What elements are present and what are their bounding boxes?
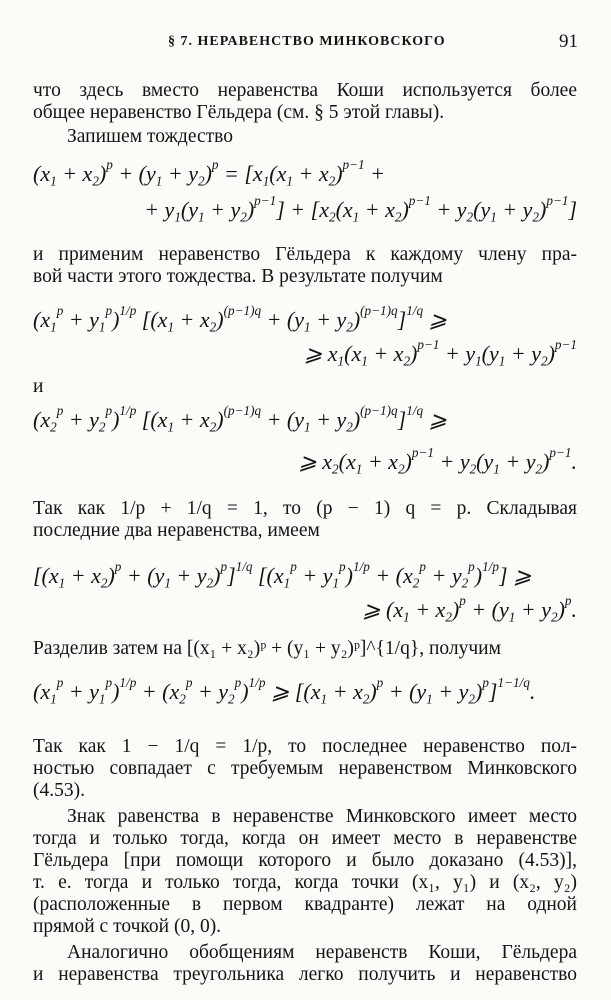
text-line: Разделив затем на [(x₁ + x₂)ᵖ + (y₁ + y₂)ᵖ]^{1/q}, получим <box>33 638 501 659</box>
text-line: Так как 1/p + 1/q = 1, то (p − 1) q = p. Складывая <box>33 498 577 519</box>
equation-identity-line1: $(x_1 + x_2)^p + (y_1 + y_2)^p = [x_1(x_1 + x_2)^{p-1}$ + <box>33 157 385 189</box>
text-line: и неравенства треугольника легко получить и неравенство <box>33 964 577 985</box>
page-number: 91 <box>559 31 578 52</box>
equation-result: $(x_1^p + y_1^p)^{1/p} + (x_2^p + y_2^p)^{1/p}$ ⩾ $[(x_1 + x_2)^p + (y_1 + y_2)^p]^{1-1/q}$. <box>33 675 536 707</box>
running-header: § 7. НЕРАВЕНСТВО МИНКОВСКОГО <box>168 34 446 49</box>
text-line: и применим неравенство Гёльдера к каждому члену пра- <box>33 244 577 265</box>
text-line: Аналогично обобщениям неравенств Коши, Гёльдера <box>67 942 577 963</box>
equation-holder2-line1: $(x_2^p + y_2^p)^{1/p}$ $[(x_1 + x_2)^{(p-1)q} + (y_1 + y_2)^{(p-1)q}]^{1/q}$ ⩾ <box>33 403 447 435</box>
text-line: (расположенные в первом квадранте) лежат на одной <box>33 894 577 915</box>
text-line: Гёльдера [при помощи которого и было доказано (4.53)], <box>33 850 577 871</box>
equation-sum-line1: $[(x_1 + x_2)^p + (y_1 + y_2)^p]^{1/q}$ $[(x_1^p + y_1^p)^{1/p} + (x_2^p + y_2^p)^{1/p}]$ ⩾ <box>33 559 532 591</box>
equation-holder1-line2: ⩾ $x_1(x_1 + x_2)^{p-1} + y_1(y_1 + y_2)^{p-1}$ <box>303 337 577 369</box>
text-line: последние два неравенства, имеем <box>33 520 320 541</box>
equation-holder1-line1: $(x_1^p + y_1^p)^{1/p}$ $[(x_1 + x_2)^{(p-1)q} + (y_1 + y_2)^{(p-1)q}]^{1/q}$ ⩾ <box>33 303 447 335</box>
text-word: и <box>33 376 44 397</box>
text-line: Так как 1 − 1/q = 1/p, то последнее неравенство пол- <box>33 736 577 757</box>
equation-sum-line2: ⩾ $(x_1 + x_2)^p + (y_1 + y_2)^p$. <box>362 593 577 625</box>
text-line: Знак равенства в неравенстве Минковского имеет место <box>67 806 577 827</box>
text-line: ностью совпадает с требуемым неравенством Минковского <box>33 758 577 779</box>
equation-identity-line2: + $y_1(y_1 + y_2)^{p-1}] + [x_2(x_1 + x_2)^{p-1} + y_2(y_1 + y_2)^{p-1}]$ <box>144 193 577 225</box>
text-line: т. е. тогда и только тогда, когда точки (x₁, y₁) и (x₂, y₂) <box>33 872 577 893</box>
text-line: что здесь вместо неравенства Коши используется более <box>33 80 577 101</box>
text-line: Запишем тождество <box>67 126 233 147</box>
text-line: вой части этого тождества. В результате получим <box>33 266 443 287</box>
text-line: общее неравенство Гёльдера (см. § 5 этой главы). <box>33 102 445 123</box>
text-line: прямой с точкой (0, 0). <box>33 916 222 937</box>
text-line: тогда и только тогда, когда он имеет место в неравенстве <box>33 828 577 849</box>
equation-holder2-line2: ⩾ $x_2(x_1 + x_2)^{p-1} + y_2(y_1 + y_2)^{p-1}$. <box>298 445 577 477</box>
text-line: (4.53). <box>33 780 85 801</box>
